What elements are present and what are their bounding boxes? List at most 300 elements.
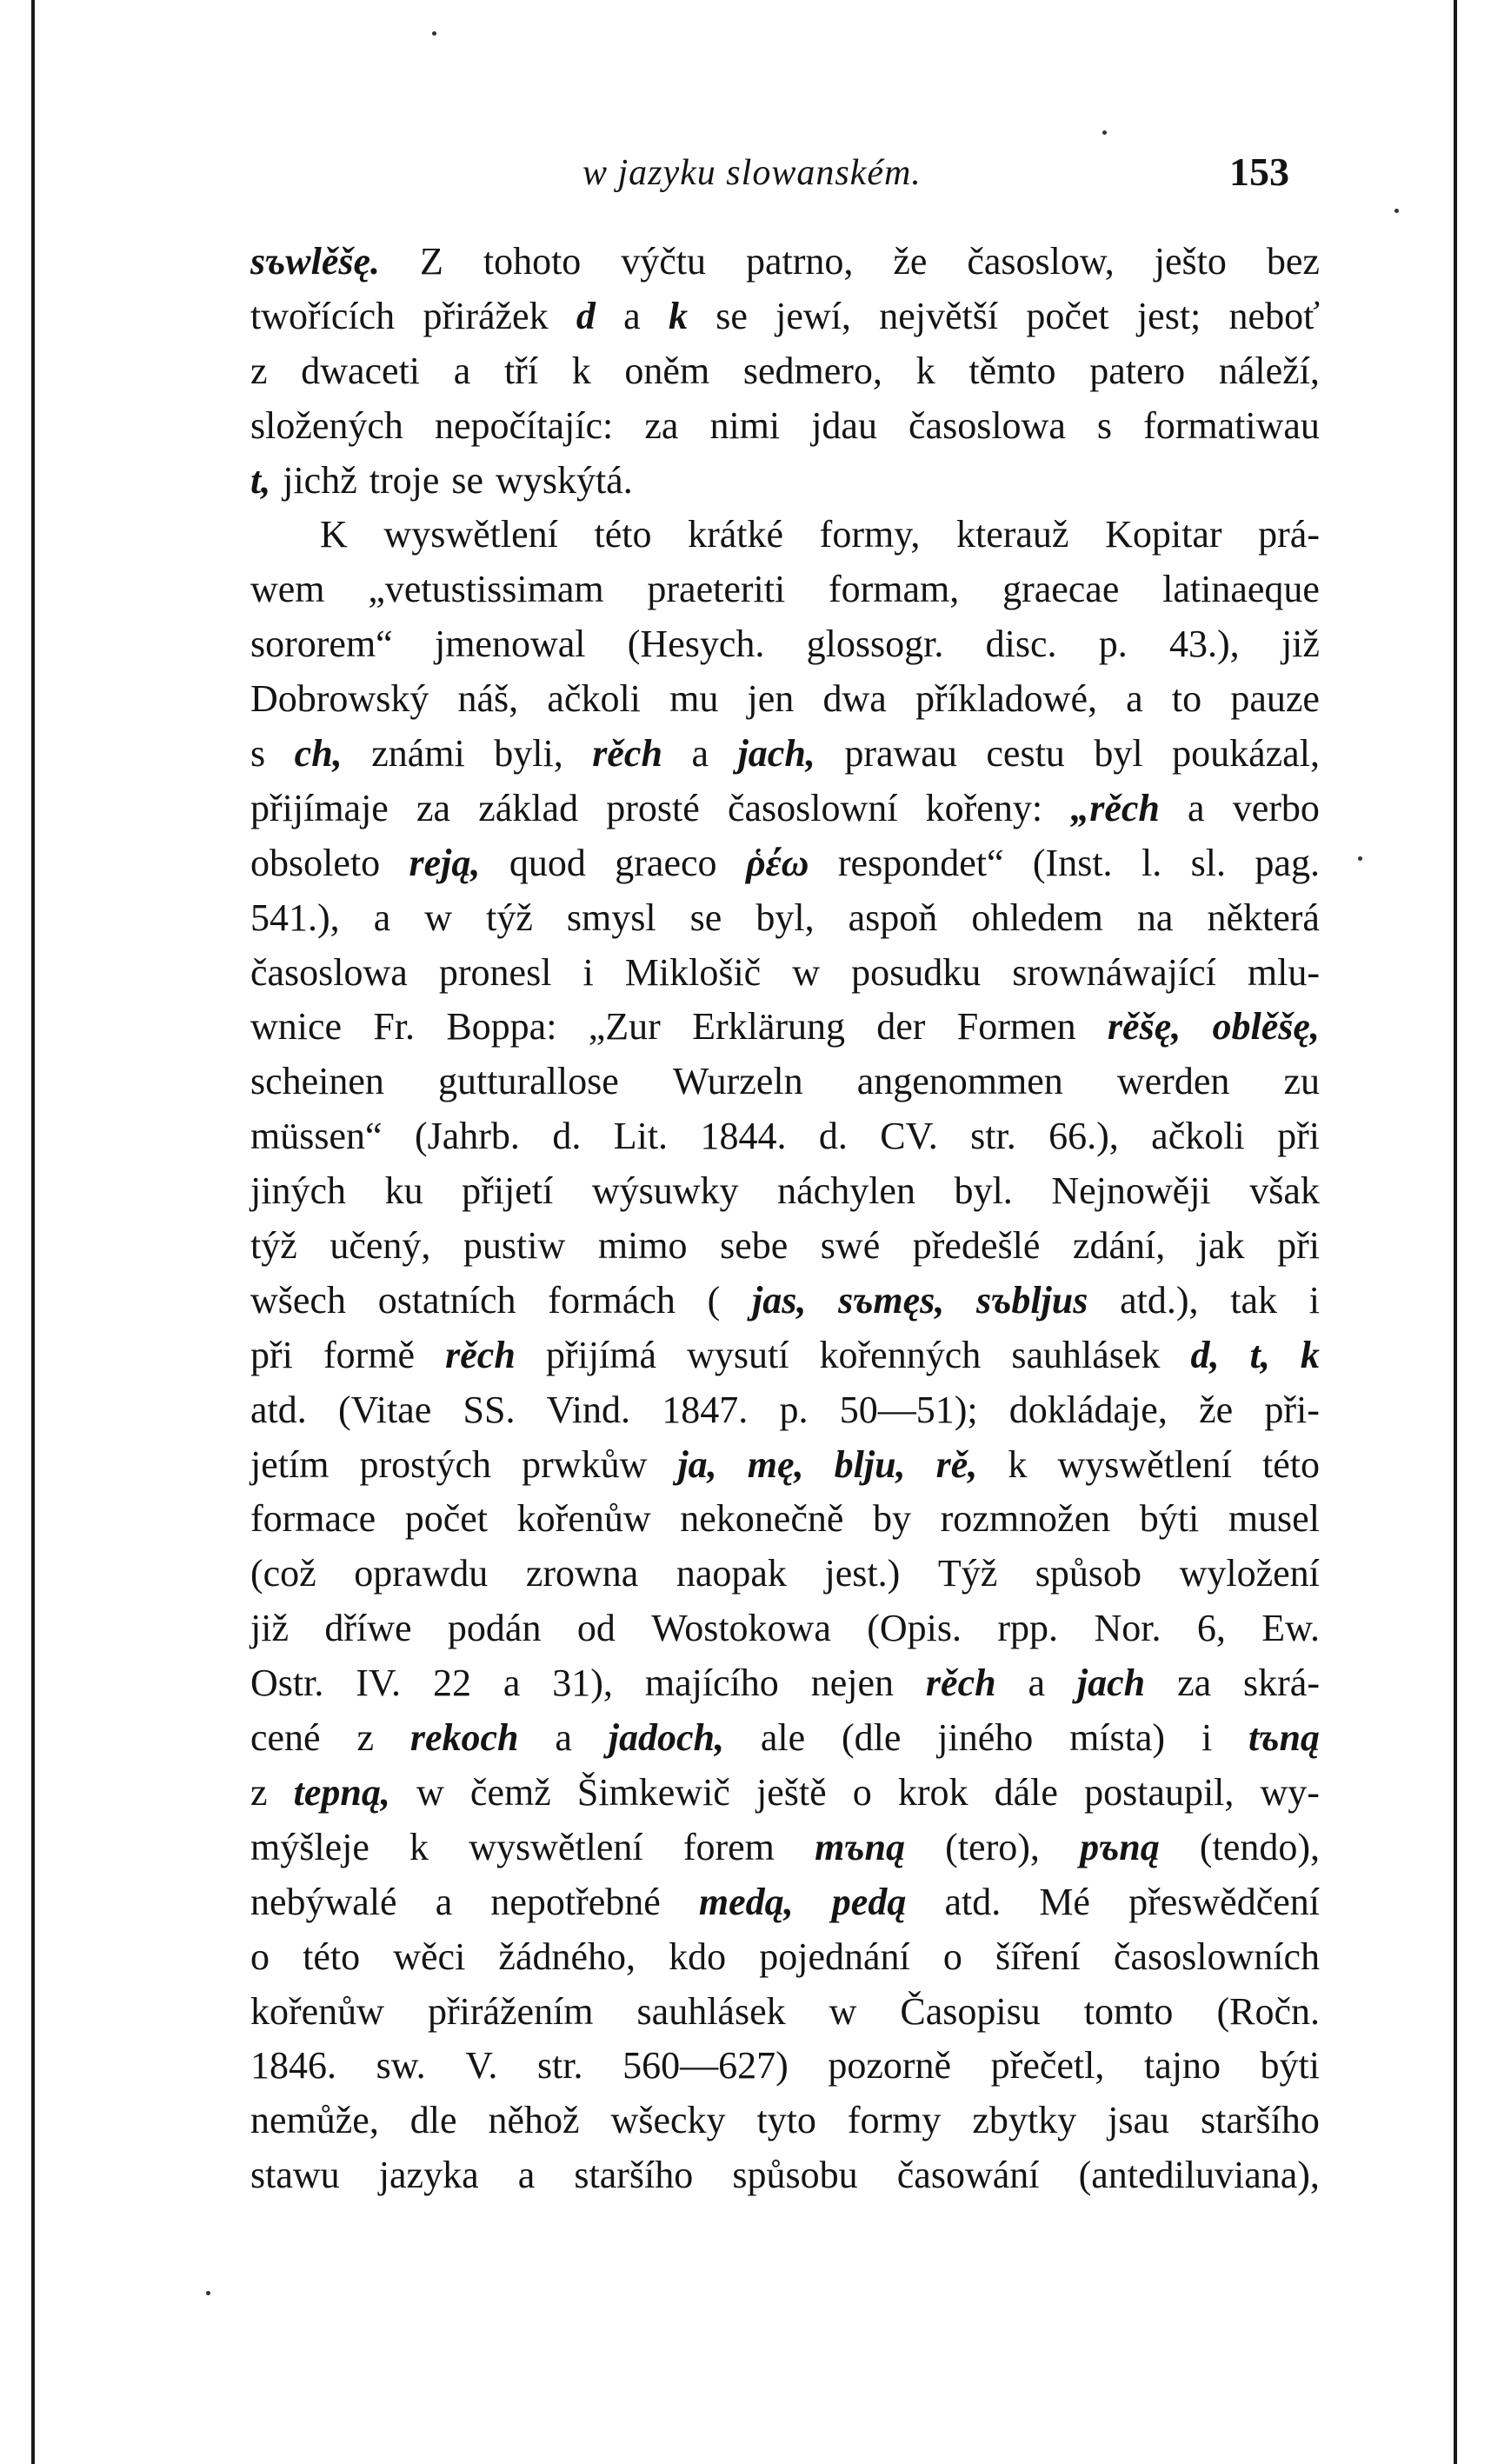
word: Formen bbox=[956, 1005, 1076, 1049]
word: kdo bbox=[669, 1935, 727, 1978]
text-line bbox=[250, 1492, 1320, 1547]
word: mu bbox=[669, 677, 719, 721]
word: disc. bbox=[985, 623, 1057, 666]
word: i bbox=[1308, 1278, 1320, 1322]
word: byli, bbox=[494, 732, 563, 776]
word: čemž bbox=[469, 1770, 551, 1814]
word: tajno bbox=[1143, 2044, 1221, 2088]
word: wšech bbox=[250, 1278, 346, 1322]
word: dwa bbox=[822, 677, 887, 721]
word: scheinen bbox=[250, 1060, 384, 1103]
word: pozorně bbox=[828, 2044, 952, 2088]
text-line bbox=[250, 454, 1320, 509]
text-line bbox=[250, 1274, 1320, 1329]
word: Fr. bbox=[373, 1005, 416, 1049]
word: prá- bbox=[1258, 513, 1320, 556]
word: tohoto bbox=[483, 240, 582, 283]
word: jetím bbox=[250, 1442, 329, 1486]
word: jdau bbox=[811, 403, 877, 447]
word: ku bbox=[384, 1169, 423, 1213]
word: sl. bbox=[1190, 841, 1226, 884]
word: z bbox=[250, 349, 268, 392]
word: největší bbox=[879, 294, 999, 337]
word: časoslowní bbox=[727, 786, 898, 829]
text-line bbox=[250, 1930, 1320, 1985]
word: bez bbox=[1266, 240, 1320, 283]
italic-word: reją, bbox=[409, 841, 481, 884]
word: troje bbox=[369, 458, 440, 502]
word: o bbox=[852, 1770, 872, 1814]
word: přirážením bbox=[427, 1989, 594, 2033]
word: sororem“ bbox=[250, 623, 393, 666]
word: místa) bbox=[1069, 1716, 1166, 1760]
text-line bbox=[250, 290, 1320, 344]
word: a bbox=[1028, 1662, 1046, 1705]
text-line bbox=[250, 1547, 1320, 1602]
text-line bbox=[250, 1821, 1320, 1875]
word: k bbox=[409, 1825, 429, 1868]
text-line bbox=[250, 836, 1320, 891]
text-line bbox=[250, 1109, 1320, 1164]
word: (tero), bbox=[945, 1825, 1040, 1868]
word: Nor. bbox=[1094, 1607, 1162, 1650]
word: praeteriti bbox=[647, 568, 786, 611]
word: tyto bbox=[756, 2099, 816, 2142]
word: wěci bbox=[393, 1935, 466, 1978]
word: k bbox=[915, 349, 935, 392]
word: složených bbox=[250, 403, 403, 447]
print-speck bbox=[1358, 856, 1362, 861]
italic-word: t, bbox=[250, 458, 271, 502]
word: ješto bbox=[1154, 240, 1227, 283]
word: mýšleje bbox=[250, 1825, 369, 1868]
text-line bbox=[250, 617, 1320, 672]
word: poukázal, bbox=[1172, 732, 1320, 776]
word: wyswětlení bbox=[1057, 1442, 1232, 1486]
word: nebýwalé bbox=[250, 1880, 397, 1923]
italic-word: sъbljus bbox=[976, 1278, 1088, 1322]
word: těmto bbox=[968, 349, 1056, 392]
word: jiného bbox=[937, 1716, 1034, 1760]
word: byl, bbox=[755, 896, 815, 939]
word: wyswětlení bbox=[383, 513, 558, 556]
word: 31), bbox=[552, 1662, 613, 1705]
print-speck bbox=[432, 31, 436, 36]
word: již bbox=[250, 1607, 289, 1650]
word: a bbox=[453, 349, 471, 392]
word: 1846. bbox=[250, 2044, 336, 2088]
word: Lit. bbox=[613, 1115, 669, 1158]
word: swé bbox=[820, 1224, 881, 1268]
word: respondet“ bbox=[837, 841, 1004, 884]
word: p. bbox=[1098, 623, 1128, 666]
word: známi bbox=[371, 732, 465, 776]
word: jichž bbox=[283, 458, 357, 502]
word: při bbox=[1277, 1115, 1320, 1158]
word: a bbox=[1126, 677, 1143, 721]
word: podán bbox=[447, 1607, 542, 1650]
text-line bbox=[250, 782, 1320, 836]
word: majícího bbox=[644, 1662, 779, 1705]
word: wyswětlení bbox=[469, 1825, 643, 1868]
word: posudku bbox=[851, 950, 982, 994]
word: Miklošič bbox=[624, 950, 762, 994]
word: by bbox=[873, 1497, 912, 1541]
word: IV. bbox=[356, 1662, 402, 1705]
word: při bbox=[250, 1333, 293, 1376]
word: sedmero, bbox=[742, 349, 882, 392]
word: w bbox=[424, 896, 453, 939]
italic-word: pъną bbox=[1080, 1825, 1160, 1868]
word: této bbox=[1262, 1442, 1320, 1486]
italic-word: mъną bbox=[815, 1825, 905, 1868]
italic-word: ch, bbox=[294, 732, 343, 776]
word: nekonečně bbox=[680, 1497, 844, 1541]
text-line bbox=[250, 672, 1320, 727]
word: i bbox=[1201, 1716, 1213, 1760]
word: nepotřebné bbox=[490, 1880, 661, 1923]
word: rpp. bbox=[997, 1607, 1059, 1650]
word: krok bbox=[897, 1770, 968, 1814]
word: a bbox=[1188, 786, 1205, 829]
word: Časopisu bbox=[900, 1989, 1041, 2033]
word: twořících bbox=[250, 294, 396, 337]
word: jewí, bbox=[775, 294, 851, 337]
word: skrá- bbox=[1243, 1662, 1320, 1705]
word: staršího bbox=[1201, 2099, 1320, 2142]
word: 43.), bbox=[1169, 623, 1240, 666]
word: náchylen bbox=[777, 1169, 915, 1213]
italic-word: mę, bbox=[747, 1442, 804, 1486]
word: to bbox=[1171, 677, 1202, 721]
word: 6, bbox=[1196, 1607, 1226, 1650]
word: oprawdu bbox=[354, 1552, 489, 1595]
word: základ bbox=[478, 786, 579, 829]
word: verbo bbox=[1232, 786, 1320, 829]
word: formace bbox=[250, 1497, 376, 1541]
text-line bbox=[250, 344, 1320, 399]
text-line bbox=[250, 1383, 1320, 1438]
word: 1847. bbox=[662, 1388, 749, 1431]
word: rozmnožen bbox=[940, 1497, 1111, 1541]
italic-word: sъmęs, bbox=[838, 1278, 945, 1322]
italic-word: pedą bbox=[831, 1880, 907, 1923]
word: dokládaje, bbox=[1008, 1388, 1168, 1431]
word: náleží, bbox=[1218, 349, 1320, 392]
word: byl. bbox=[954, 1169, 1013, 1213]
word: 22 bbox=[432, 1662, 471, 1705]
italic-word: d bbox=[576, 294, 596, 337]
word: něhož bbox=[488, 2099, 580, 2142]
word: za bbox=[1177, 1662, 1212, 1705]
word: mlu- bbox=[1247, 950, 1320, 994]
word: Ostr. bbox=[250, 1662, 324, 1705]
word: naopak bbox=[676, 1552, 787, 1595]
word: smysl bbox=[566, 896, 656, 939]
word: werden bbox=[1116, 1060, 1230, 1103]
word: a bbox=[555, 1716, 572, 1760]
word: býti bbox=[1139, 1497, 1200, 1541]
word: (Jahrb. bbox=[414, 1115, 520, 1158]
word: se bbox=[716, 294, 748, 337]
word: aspoň bbox=[848, 896, 938, 939]
word: za bbox=[644, 403, 679, 447]
word: d. bbox=[552, 1115, 582, 1158]
text-line bbox=[250, 1766, 1320, 1821]
word: již bbox=[1281, 623, 1320, 666]
word: k bbox=[571, 349, 591, 392]
word: wyložení bbox=[1179, 1552, 1320, 1595]
word: o bbox=[250, 1935, 270, 1978]
word: sauhlásek bbox=[636, 1989, 786, 2033]
word: 541.), bbox=[250, 896, 340, 939]
text-line bbox=[250, 1438, 1320, 1493]
word: prwkůw bbox=[522, 1442, 648, 1486]
word: šíření bbox=[995, 1935, 1081, 1978]
word: Wurzeln bbox=[672, 1060, 803, 1103]
word: „Zur bbox=[588, 1005, 661, 1049]
word: str. bbox=[536, 2044, 583, 2088]
word: jmenowal bbox=[434, 623, 586, 666]
word: dwaceti bbox=[301, 349, 421, 392]
italic-word: sъwlěšę. bbox=[250, 240, 381, 283]
word: formy bbox=[847, 2099, 942, 2142]
word: časoslowních bbox=[1113, 1935, 1320, 1978]
word: časoslowa bbox=[250, 950, 408, 994]
word: formy, bbox=[819, 513, 921, 556]
word: zdání, bbox=[1072, 1224, 1166, 1268]
word: K bbox=[320, 513, 348, 556]
word: býti bbox=[1260, 2044, 1320, 2088]
word: (Inst. bbox=[1032, 841, 1113, 884]
running-head bbox=[0, 152, 1491, 213]
word: spůsobu bbox=[732, 2154, 858, 2197]
word: wýsuwky bbox=[591, 1169, 739, 1213]
word: a bbox=[435, 1880, 453, 1923]
word: l. bbox=[1141, 841, 1162, 884]
word: časowání bbox=[896, 2154, 1040, 2197]
italic-word: jas, bbox=[752, 1278, 807, 1322]
word: gutturallose bbox=[438, 1060, 619, 1103]
italic-word: rěch bbox=[445, 1333, 516, 1376]
word: a bbox=[691, 732, 709, 776]
word: ačkoli bbox=[1151, 1115, 1245, 1158]
word: kterauž bbox=[955, 513, 1069, 556]
word: byl bbox=[1094, 732, 1143, 776]
text-line bbox=[250, 2039, 1320, 2094]
word: přijetí bbox=[462, 1169, 554, 1213]
italic-word: d, bbox=[1190, 1333, 1220, 1376]
word: žádného, bbox=[498, 1935, 636, 1978]
word: glossogr. bbox=[806, 623, 944, 666]
word: o bbox=[942, 1935, 962, 1978]
word: týž bbox=[486, 896, 533, 939]
text-line bbox=[250, 235, 1320, 290]
word: (Ročn. bbox=[1216, 1989, 1320, 2033]
body-text bbox=[250, 235, 1320, 2203]
word: krátké bbox=[688, 513, 784, 556]
word: graecae bbox=[1002, 568, 1120, 611]
word: časoslowa bbox=[909, 403, 1066, 447]
word: přečetl, bbox=[990, 2044, 1105, 2088]
word: Šimkewič bbox=[576, 1770, 730, 1814]
word: tak bbox=[1230, 1278, 1278, 1322]
word: přeswědčení bbox=[1128, 1880, 1320, 1923]
word: latinaeque bbox=[1162, 568, 1320, 611]
italic-word: „rěch bbox=[1070, 786, 1160, 829]
word: ohledem bbox=[971, 896, 1103, 939]
word: w bbox=[829, 1989, 857, 2033]
word: od bbox=[576, 1607, 616, 1650]
word: nejen bbox=[810, 1662, 895, 1705]
word: Týž bbox=[937, 1552, 998, 1595]
word: na bbox=[1136, 896, 1174, 939]
word: srownáwající bbox=[1012, 950, 1216, 994]
word: příkladowé, bbox=[915, 677, 1097, 721]
word: z bbox=[250, 1770, 268, 1814]
word: jest; bbox=[1136, 294, 1201, 337]
word: však bbox=[1249, 1169, 1320, 1213]
word: (což bbox=[250, 1552, 316, 1595]
word: (Hesych. bbox=[627, 623, 765, 666]
word: müssen“ bbox=[250, 1115, 383, 1158]
text-line bbox=[250, 727, 1320, 782]
word: str. bbox=[970, 1115, 1016, 1158]
word: nemůže, bbox=[250, 2099, 379, 2142]
word: Nejnowěji bbox=[1051, 1169, 1211, 1213]
word: patrno, bbox=[745, 240, 854, 283]
word: cené bbox=[250, 1716, 321, 1760]
text-line bbox=[250, 891, 1320, 946]
word: quod bbox=[509, 841, 586, 884]
word: s bbox=[1096, 403, 1113, 447]
text-line bbox=[250, 1000, 1320, 1055]
word: 66.), bbox=[1048, 1115, 1119, 1158]
word: CV. bbox=[880, 1115, 938, 1158]
italic-word: tъną bbox=[1248, 1716, 1320, 1760]
italic-word: jach bbox=[1076, 1662, 1146, 1705]
word: nepočítajíc: bbox=[435, 403, 614, 447]
word: ještě bbox=[755, 1770, 827, 1814]
text-line bbox=[250, 1055, 1320, 1109]
word: (antediluviana), bbox=[1078, 2154, 1320, 2197]
word: cestu bbox=[986, 732, 1065, 776]
italic-word: jadoch, bbox=[608, 1716, 724, 1760]
text-line bbox=[250, 1329, 1320, 1383]
text-line bbox=[250, 1711, 1320, 1766]
word: se bbox=[451, 458, 484, 502]
word: a bbox=[517, 2154, 536, 2197]
word: počet bbox=[1026, 294, 1109, 337]
italic-word: ja, bbox=[677, 1442, 717, 1486]
word: postaupil, bbox=[1084, 1770, 1235, 1814]
italic-word: rěch bbox=[592, 732, 662, 776]
word: jsau bbox=[1108, 2099, 1170, 2142]
italic-word: rěch bbox=[925, 1662, 996, 1705]
word: angenommen bbox=[856, 1060, 1063, 1103]
word: prostých bbox=[359, 1442, 492, 1486]
word: forem bbox=[682, 1825, 775, 1868]
word: prosté bbox=[606, 786, 700, 829]
word: počet bbox=[404, 1497, 489, 1541]
italic-word: k bbox=[1300, 1333, 1320, 1376]
text-line bbox=[250, 563, 1320, 617]
italic-word: ῥέω bbox=[745, 841, 809, 884]
word: pauze bbox=[1230, 677, 1320, 721]
word: týž bbox=[250, 1224, 297, 1268]
word: p. bbox=[779, 1388, 809, 1431]
word: Wostokowa bbox=[651, 1607, 831, 1650]
italic-word: rekoch bbox=[409, 1716, 519, 1760]
word: der bbox=[876, 1005, 926, 1049]
word: sauhlásek bbox=[1011, 1333, 1161, 1376]
italic-word: k bbox=[668, 294, 688, 337]
word: učený, bbox=[329, 1224, 431, 1268]
text-line bbox=[250, 1164, 1320, 1219]
word: wy- bbox=[1260, 1770, 1320, 1814]
word: formatiwau bbox=[1143, 403, 1320, 447]
word: některá bbox=[1207, 896, 1320, 939]
word: za bbox=[416, 786, 451, 829]
word: přirážek bbox=[423, 294, 549, 337]
print-speck bbox=[1102, 130, 1107, 135]
word: formě bbox=[323, 1333, 416, 1376]
text-line bbox=[250, 1602, 1320, 1656]
text-line bbox=[250, 508, 1320, 563]
italic-word: jach, bbox=[737, 732, 815, 776]
word: (dle bbox=[842, 1716, 902, 1760]
word: Mé bbox=[1039, 1880, 1090, 1923]
word: ale bbox=[760, 1716, 806, 1760]
word: w bbox=[792, 950, 821, 994]
word: Vind. bbox=[546, 1388, 631, 1431]
word: atd. bbox=[944, 1880, 1002, 1923]
word: a bbox=[623, 294, 641, 337]
word: Z bbox=[420, 240, 443, 283]
word: zbytky bbox=[972, 2099, 1077, 2142]
italic-word: medą, bbox=[698, 1880, 794, 1923]
word: (Vitae bbox=[337, 1388, 432, 1431]
italic-word: rěšę, bbox=[1107, 1005, 1181, 1049]
word: dále bbox=[994, 1770, 1058, 1814]
word: a bbox=[373, 896, 391, 939]
italic-word: rě, bbox=[935, 1442, 978, 1486]
word: se bbox=[689, 896, 722, 939]
word: jazyka bbox=[378, 2154, 479, 2197]
italic-word: t, bbox=[1249, 1333, 1270, 1376]
word: pustiw bbox=[463, 1224, 566, 1268]
text-line bbox=[250, 1985, 1320, 2040]
word: z bbox=[356, 1716, 374, 1760]
word: stawu bbox=[250, 2154, 340, 2197]
word: Kopitar bbox=[1105, 513, 1222, 556]
word: s bbox=[250, 732, 266, 776]
word: že bbox=[1199, 1388, 1234, 1431]
running-title: w jazyku slowanském. bbox=[582, 153, 922, 193]
word: přijímaje bbox=[250, 786, 389, 829]
word: w bbox=[416, 1770, 444, 1814]
word: časoslow, bbox=[967, 240, 1115, 283]
word: oněm bbox=[624, 349, 710, 392]
word: předešlé bbox=[912, 1224, 1041, 1268]
word: kořenůw bbox=[250, 1989, 384, 2033]
word: tomto bbox=[1083, 1989, 1174, 2033]
word: jest.) bbox=[824, 1552, 901, 1595]
word: 560—627) bbox=[622, 2044, 789, 2088]
word: ( bbox=[707, 1278, 721, 1322]
word: wnice bbox=[250, 1005, 343, 1049]
word: k bbox=[1008, 1442, 1028, 1486]
